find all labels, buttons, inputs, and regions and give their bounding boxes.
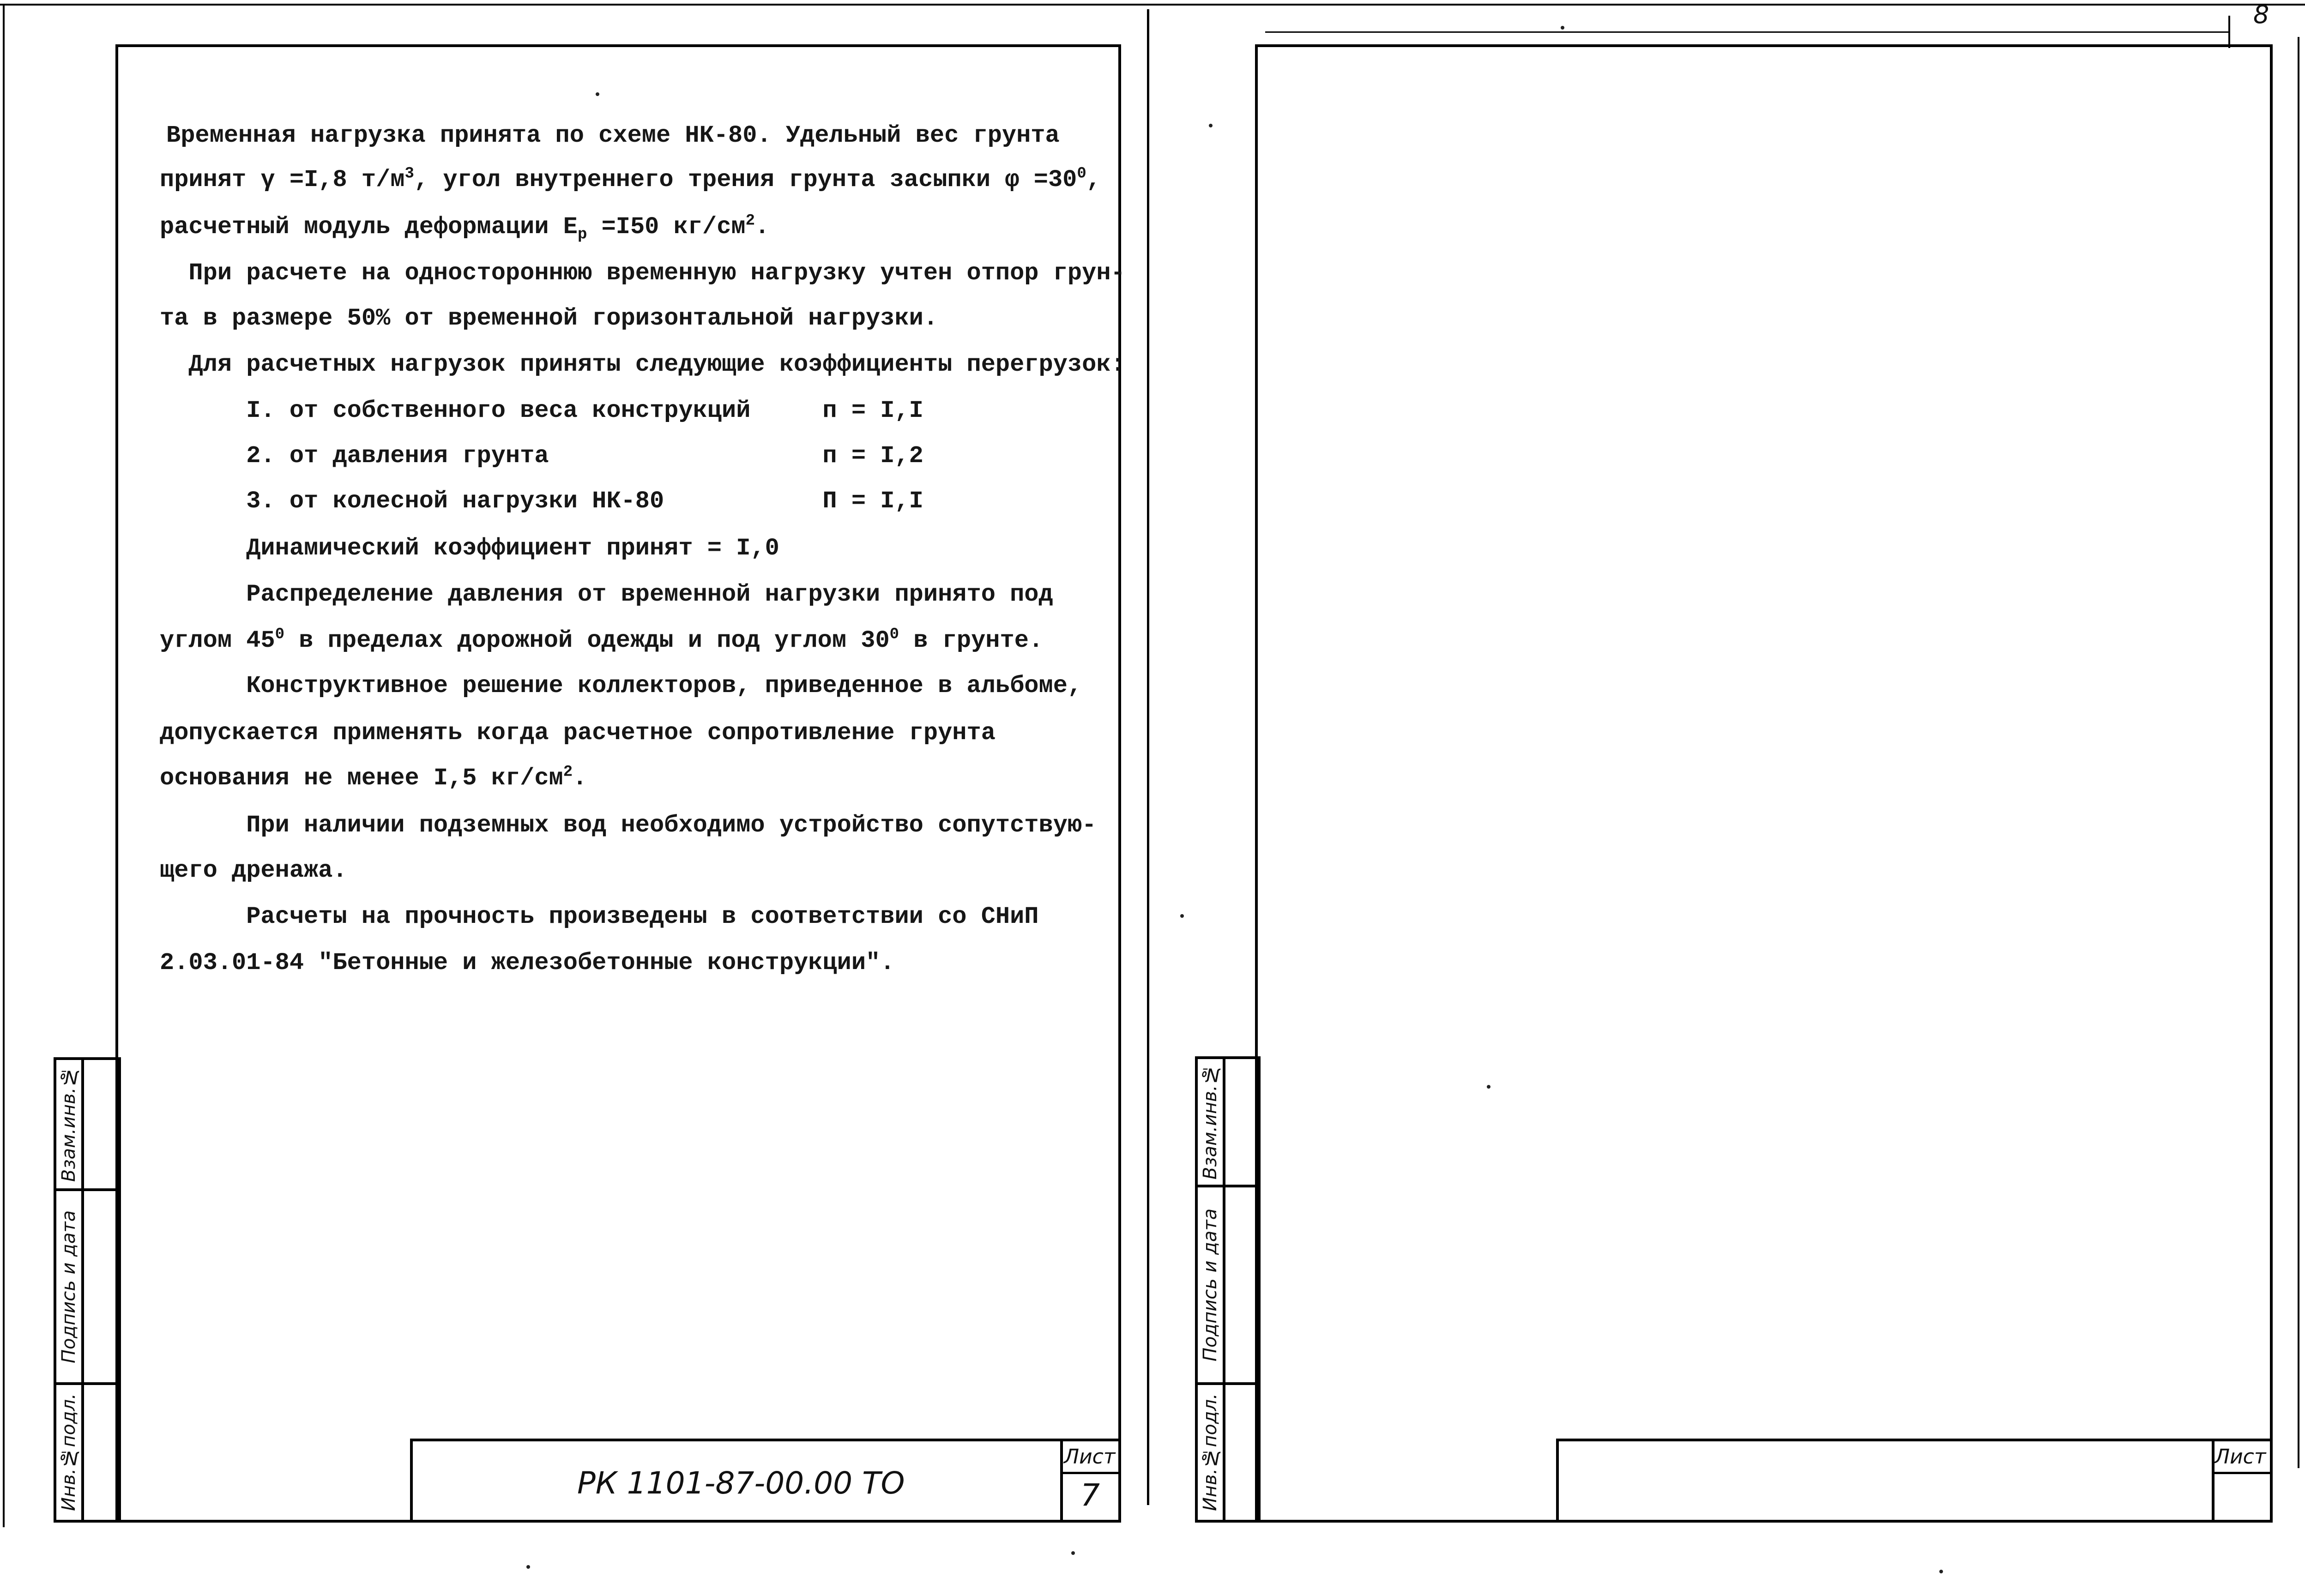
paragraph-line-17: щего дренажа.	[160, 857, 347, 884]
scan-speck	[1561, 26, 1564, 30]
paragraph-line-8: 2. от давления грунта п = I,2	[160, 442, 923, 470]
right-sheet-label: Лист	[2214, 1445, 2266, 1469]
right-edge-line	[2298, 37, 2299, 1468]
paragraph-line-10: Динамический коэффициент принят = I,0	[160, 535, 779, 562]
paragraph-line-18: Расчеты на прочность произведены в соответствии со СНиП	[160, 903, 1039, 930]
paragraph-line-11: Распределение давления от временной нагрузки принято под	[160, 581, 1053, 608]
paragraph-line-4: При расчете на одностороннюю временную нагрузку учтен отпор грун-	[160, 259, 1125, 287]
paragraph-line-1: Временная нагрузка принята по схеме НК-80. Удельный вес грунта	[166, 122, 1060, 149]
paragraph-line-6: Для расчетных нагрузок приняты следующие коэффициенты перегрузок:	[160, 351, 1125, 378]
paragraph-line-13: Конструктивное решение коллекторов, приведенное в альбоме,	[160, 672, 1082, 699]
right-title-block	[1556, 1439, 2273, 1523]
right-main-frame	[1255, 44, 2273, 1523]
right-corner-number: 8	[2253, 0, 2269, 29]
scan-speck	[596, 92, 599, 96]
right-side-label-inv: Инв.№подл.	[1200, 1393, 1221, 1512]
scan-speck	[1939, 1570, 1943, 1573]
right-side-label-signature: Подпись и дата	[1200, 1208, 1221, 1361]
gamma-symbol: γ	[260, 166, 275, 193]
left-designation: РК 1101-87-00.00 ТО	[577, 1465, 905, 1501]
paragraph-line-2: принят γ =I,8 $т/м^3$, угол внутреннего трения грунта засыпки $\varphi =30^0$,	[160, 165, 1101, 193]
paragraph-line-5: та в размере 50% от временной горизонтальной нагрузки.	[160, 305, 938, 332]
gutter-line	[1147, 9, 1149, 1505]
left-sheet-number: 7	[1080, 1477, 1100, 1513]
left-side-label-inv: Инв.№подл.	[58, 1393, 79, 1512]
paragraph-line-3: расчетный модуль деформации $E_p =I50$ $кг/см^2$.	[160, 212, 770, 244]
left-edge-line	[3, 4, 5, 1527]
paragraph-line-16: При наличии подземных вод необходимо устройство сопутствую-	[160, 812, 1097, 839]
right-title-block-sheet-divider	[2212, 1472, 2273, 1474]
paragraph-line-9: 3. от колесной нагрузки НК-80 П = I,I	[160, 488, 923, 515]
scan-speck	[1209, 124, 1213, 127]
right-top-edge-line	[1265, 31, 2230, 33]
scan-speck	[526, 1565, 530, 1569]
scan-speck	[1180, 914, 1184, 918]
left-title-block-divider	[1060, 1439, 1063, 1523]
left-sheet-label: Лист	[1064, 1445, 1116, 1469]
paragraph-line-12: углом $45^0$ в пределах дорожной одежды и под углом $30^0$ в грунте.	[160, 626, 1044, 654]
paragraph-line-19: 2.03.01-84 "Бетонные и железобетонные конструкции".	[160, 949, 895, 976]
paragraph-line-15: основания не менее I,5 $кг/см^2$.	[160, 763, 587, 792]
paragraph-line-7: I. от собственного веса конструкций п = I,I	[160, 397, 923, 424]
paragraph-line-14: допускается применять когда расчетное сопротивление грунта	[160, 719, 996, 747]
right-corner-tick	[2228, 16, 2230, 48]
right-side-label-replace: Взам.инв.№	[1200, 1064, 1221, 1180]
top-edge-line	[0, 4, 2305, 6]
left-title-block-sheet-divider	[1060, 1472, 1121, 1474]
scan-speck	[1071, 1551, 1075, 1555]
left-side-label-replace: Взам.инв.№	[58, 1066, 79, 1182]
scan-speck	[1487, 1085, 1490, 1089]
left-side-label-signature: Подпись и дата	[58, 1210, 79, 1363]
